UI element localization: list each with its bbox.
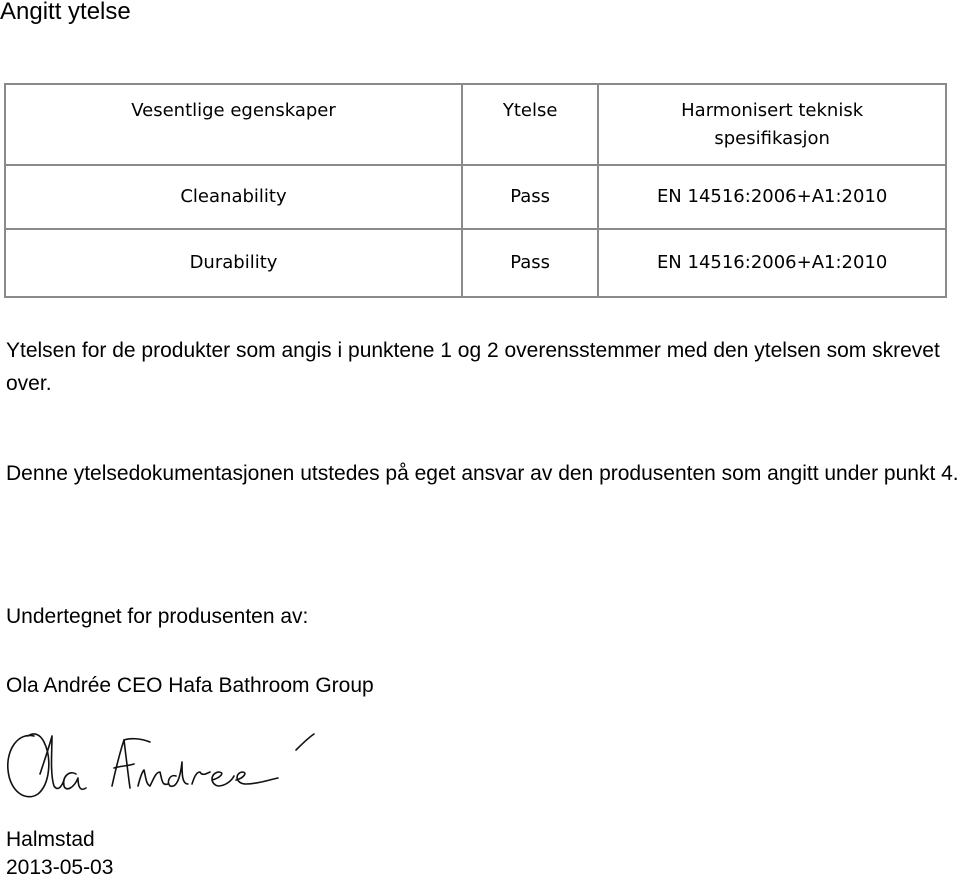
signed-for-label: Undertegnet for produsenten av:: [6, 605, 309, 628]
table-cell-performance: Pass: [462, 165, 598, 229]
place: Halmstad: [6, 828, 95, 851]
responsibility-statement: Denne ytelsedokumentasjonen utstedes på eget ansvar av den produsenten som angitt under punkt 4.: [6, 462, 959, 485]
table-cell-characteristic: Cleanability: [5, 165, 462, 229]
table-row: [5, 165, 946, 229]
page-heading: Angitt ytelse: [0, 0, 131, 25]
table-header-row: [5, 84, 946, 165]
handwritten-signature: [0, 722, 320, 804]
place-and-date: [6, 826, 113, 882]
column-header-essential-characteristics: Vesentlige egenskaper: [5, 84, 462, 165]
signatory-name: Ola Andrée CEO Hafa Bathroom Group: [6, 674, 374, 697]
table-cell-performance: Pass: [462, 229, 598, 297]
performance-table: [4, 83, 947, 298]
signature-text: Ola Andrée: [0, 722, 6, 723]
table-cell-spec: EN 14516:2006+A1:2010: [598, 229, 946, 297]
table-cell-spec: EN 14516:2006+A1:2010: [598, 165, 946, 229]
table-row: [5, 229, 946, 297]
column-header-performance: Ytelse: [462, 84, 598, 165]
conformity-statement: Ytelsen for de produkter som angis i punktene 1 og 2 overensstemmer med den ytelsen som skrevet over.: [6, 339, 940, 395]
date: 2013-05-03: [6, 856, 114, 879]
table-cell-characteristic: Durability: [5, 229, 462, 297]
column-header-harmonised-spec: Harmonisert teknisk spesifikasjon: [598, 84, 946, 165]
